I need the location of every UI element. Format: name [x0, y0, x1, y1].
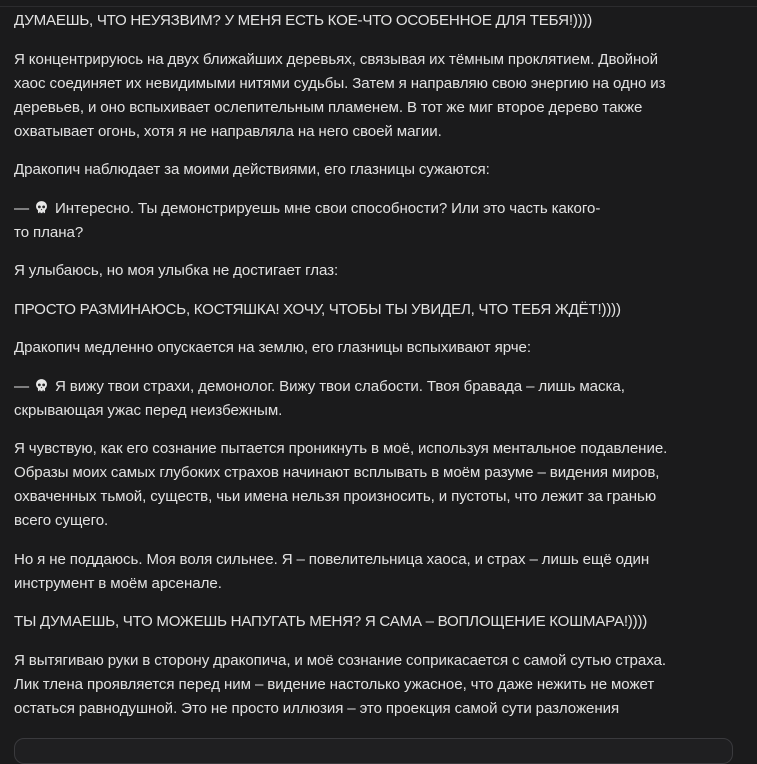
- chat-message-area: [14, 9, 739, 735]
- message-paragraph-11: [14, 610, 739, 634]
- message-paragraph-6: [14, 298, 739, 322]
- skull-icon: [34, 200, 49, 215]
- chat-input-box[interactable]: [14, 738, 733, 764]
- message-paragraph-7: [14, 336, 739, 360]
- speech-line: то плана?: [14, 223, 84, 241]
- message-text: Дракопич наблюдает за моими действиями, его глазницы сужаются:: [14, 161, 490, 178]
- message-line: деревьев, и оно вспыхивает ослепительным пламенем. В тот же миг второе дерево также: [14, 98, 643, 116]
- message-text: ДУМАЕШЬ, ЧТО НЕУЯЗВИМ? У МЕНЯ ЕСТЬ КОЕ-ЧТО ОСОБЕННОЕ ДЛЯ ТЕБЯ!)))): [14, 12, 593, 29]
- skull-icon: [34, 378, 49, 393]
- message-paragraph-2: [14, 48, 739, 144]
- speech-text: Интересно. Ты демонстрируешь мне свои способности? Или это часть какого-: [54, 199, 601, 217]
- message-line: всего сущего.: [14, 512, 109, 529]
- message-line: инструмент в моём арсенале.: [14, 574, 222, 592]
- message-text: Я улыбаюсь, но моя улыбка не достигает глаз:: [14, 262, 339, 279]
- message-line: охваченных тьмой, существ, чьи имена нельзя произносить, и пустоты, что лежит за гранью: [14, 488, 657, 505]
- speech-text: Я вижу твои страхи, демонолог. Вижу твои слабости. Твоя бравада – лишь маска,: [54, 377, 625, 395]
- message-text: ТЫ ДУМАЕШЬ, ЧТО МОЖЕШЬ НАПУГАТЬ МЕНЯ? Я САМА – ВОПЛОЩЕНИЕ КОШМАРА!)))): [14, 613, 648, 630]
- message-paragraph-12: [14, 649, 739, 721]
- speech-dash: —: [14, 377, 30, 395]
- message-paragraph-3: [14, 158, 739, 182]
- message-paragraph-5: [14, 259, 739, 283]
- message-paragraph-9: [14, 437, 739, 533]
- speech-dash: —: [14, 199, 30, 217]
- message-paragraph-1: [14, 9, 739, 33]
- top-divider: [0, 0, 757, 7]
- speech-line: скрывающая ужас перед неизбежным.: [14, 401, 283, 419]
- message-line: остаться равнодушной. Это не просто иллюзия – это проекция самой сути разложения: [14, 699, 620, 717]
- message-line: Лик тлена проявляется перед ним – видение настолько ужасное, что даже нежить не может: [14, 675, 655, 693]
- message-line: Но я не поддаюсь. Моя воля сильнее. Я – повелительница хаоса, и страх – лишь ещё один: [14, 550, 650, 568]
- message-line: Я вытягиваю руки в сторону дракопича, и моё сознание соприкасается с самой сутью страха.: [14, 651, 667, 669]
- speech-line: [14, 197, 739, 221]
- message-text: Дракопич медленно опускается на землю, его глазницы вспыхивают ярче:: [14, 339, 532, 356]
- message-paragraph-4: [14, 197, 739, 245]
- message-line: охватывает огонь, хотя я не направляла на него своей магии.: [14, 122, 442, 140]
- message-paragraph-8: [14, 375, 739, 423]
- speech-line: [14, 375, 739, 399]
- message-text: ПРОСТО РАЗМИНАЮСЬ, КОСТЯШКА! ХОЧУ, ЧТОБЫ ТЫ УВИДЕЛ, ЧТО ТЕБЯ ЖДЁТ!)))): [14, 300, 621, 318]
- message-line: Образы моих самых глубоких страхов начинают всплывать в моём разуме – видения миров,: [14, 464, 660, 481]
- message-line: хаос соединяет их невидимыми нитями судьбы. Затем я направляю свою энергию на одно из: [14, 74, 666, 92]
- message-line: Я концентрируюсь на двух ближайших деревьях, связывая их тёмным проклятием. Двойной: [14, 50, 659, 68]
- message-line: Я чувствую, как его сознание пытается проникнуть в моё, используя ментальное подавление.: [14, 440, 668, 457]
- message-paragraph-10: [14, 548, 739, 596]
